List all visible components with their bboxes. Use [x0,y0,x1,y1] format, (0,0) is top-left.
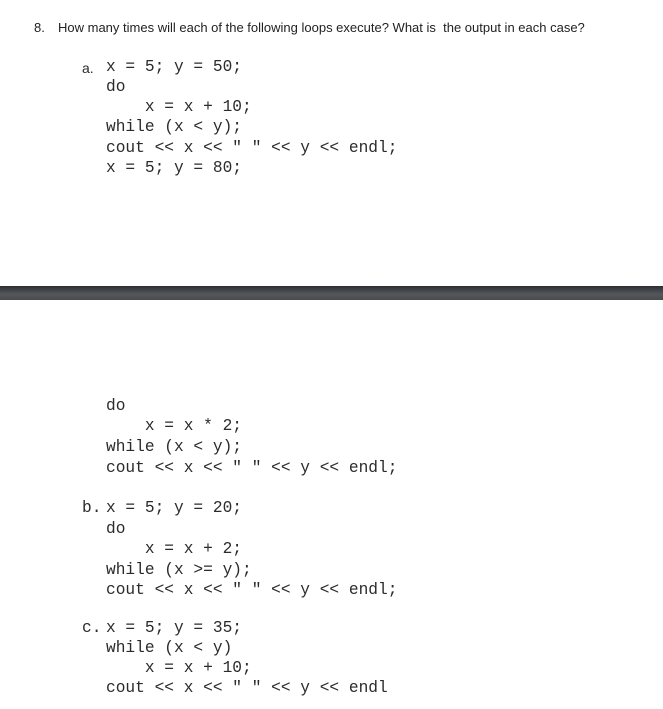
part-c-line-3: x = x + 10; [106,659,252,677]
part-b-line-3: x = x + 2; [106,540,242,558]
part-a-line-6: x = 5; y = 80; [106,159,242,177]
part-a-line-5: cout << x << " " << y << endl; [106,139,398,157]
part-a-cont-line-2: x = x * 2; [106,417,242,435]
part-b-line-2: do [106,520,126,538]
part-a-cont-line-4: cout << x << " " << y << endl; [106,459,398,477]
part-a-cont-line-3: while (x < y); [106,438,242,456]
part-c-line-4: cout << x << " " << y << endl [106,679,388,697]
part-b-label: b. [82,499,102,517]
part-c-line-1: x = 5; y = 35; [106,619,242,637]
part-b-line-1: x = 5; y = 20; [106,499,242,517]
question-text: How many times will each of the following loops execute? What is the output in each case? [58,20,585,35]
part-a-cont-line-1: do [106,397,126,415]
part-a-line-2: do [106,78,126,96]
part-a-line-4: while (x < y); [106,118,242,136]
page-divider [0,286,663,300]
part-b-line-4: while (x >= y); [106,561,252,579]
question-number: 8. [34,20,45,35]
part-b-line-5: cout << x << " " << y << endl; [106,581,398,599]
part-c-label: c. [82,619,102,637]
part-c-line-2: while (x < y) [106,639,233,657]
question-heading [34,20,585,35]
part-a-line-1: x = 5; y = 50; [106,58,242,76]
part-a-label: a. [82,60,94,76]
part-a-line-3: x = x + 10; [106,98,252,116]
